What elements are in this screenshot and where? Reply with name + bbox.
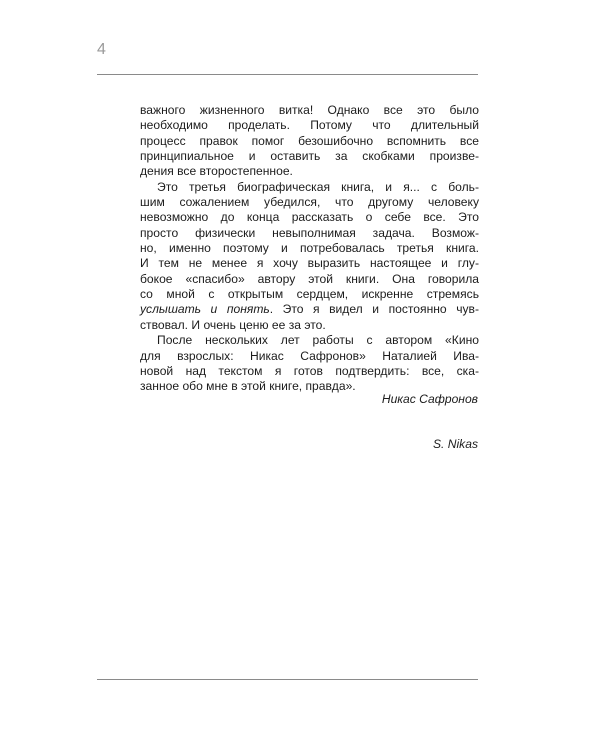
signature-russian: Никас Сафронов <box>381 392 478 406</box>
text-line: новой над текстом я готов подтвердить: все, ска- <box>140 363 479 378</box>
page-number: 4 <box>97 41 106 58</box>
text-line: занное обо мне в этой книге, правда». <box>140 379 356 394</box>
text-line: необходимо проделать. Потому что длительный <box>140 118 479 133</box>
text-line: шим сожалением убедился, что другому человеку <box>140 195 479 210</box>
text-line: но, именно поэтому и потребовалась третья книга. <box>140 241 479 256</box>
text-line: Это третья биографическая книга, и я... с боль- <box>157 179 479 194</box>
text-line: И тем не менее я хочу выразить настоящее и глу- <box>140 256 479 271</box>
body-text <box>140 103 479 395</box>
text-line: дения все второстепенное. <box>140 164 293 179</box>
text-line: со мной с открытым сердцем, искренне стремясь <box>140 287 479 302</box>
signature-latin: S. Nikas <box>432 437 478 451</box>
text-line: ствовал. И очень ценю ее за это. <box>140 317 326 332</box>
text-line: услышать и понять. Это я видел и постоянно чув- <box>140 302 480 317</box>
text-line: просто физически невыполнимая задача. Возмож- <box>140 225 479 240</box>
header-rule <box>97 74 478 75</box>
text-line: процесс правок помог безошибочно вспомнить все <box>140 133 479 148</box>
text-line: После нескольких лет работы с автором «Кино <box>157 333 479 348</box>
text-line: невозможно до конца рассказать о себе все. Это <box>140 210 479 225</box>
text-line: важного жизненного витка! Однако все это было <box>140 103 479 117</box>
text-line: для взрослых: Никас Сафронов» Наталией Ива- <box>140 348 479 363</box>
italic-phrase: услышать и понять <box>140 302 270 317</box>
text-line: бокое «спасибо» автору этой книги. Она говорила <box>140 271 479 286</box>
text-line: принципиальное и оставить за скобками произве- <box>140 149 479 164</box>
footer-rule <box>97 679 478 680</box>
